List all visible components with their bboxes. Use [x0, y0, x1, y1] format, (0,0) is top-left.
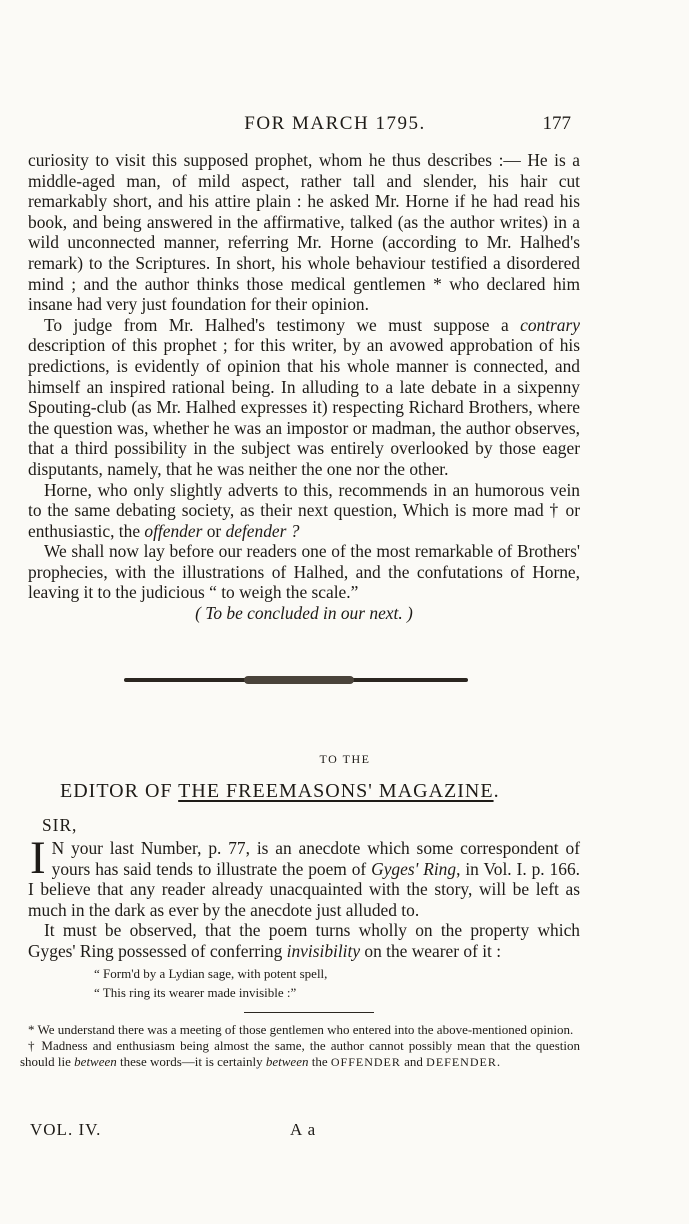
letter-paragraph-1 — [28, 832, 580, 920]
text-run: or — [202, 520, 226, 541]
paragraph-horne — [28, 480, 580, 542]
footnote-1: * We understand there was a meeting of those gentlemen who entered into the above-mentioned opinion. — [28, 1022, 574, 1037]
signature-mark: A a — [290, 1120, 317, 1139]
running-title: FOR MARCH 1795. — [244, 113, 426, 134]
article-continuation — [28, 150, 580, 624]
ornament-flourish — [244, 676, 354, 684]
italic-contrary: contrary — [520, 314, 580, 335]
footnote-rule — [244, 1012, 374, 1013]
verse-quotation — [94, 964, 327, 1002]
letter-body — [28, 832, 580, 962]
letter-heading — [60, 780, 620, 803]
italic-between: between — [265, 1054, 309, 1069]
text-run: To judge from Mr. Halhed's testimony we must suppose a — [44, 314, 521, 335]
page-number: 177 — [542, 113, 571, 134]
italic-between: between — [74, 1054, 117, 1069]
text-run: description of this prophet ; for this writer, by an avowed approbation of his predictions, is evidently of opinion that his whole manner is connected, and himself an inspired rational being. In alluding to a late debate in a sixpenny Spouting-club (as Mr. Halhed expresses it) respecting Richard Brothers, where the question was, whether he was an impostor or madman, the author observes, that a third possibility in the subject was entirely overlooked by those eager disputants, namely, that he was neither the one nor the other. — [28, 335, 580, 479]
italic-invisibility: invisibility — [286, 940, 361, 961]
small-caps-offender: OFFENDER — [330, 1055, 401, 1069]
text-run: , in Vol. I. p. 166. I believe that any reader already unacquainted with the story, will be left as much in the dark as ever by the anecdote just alluded to. — [28, 858, 580, 920]
to-the-label: TO THE — [319, 752, 371, 766]
text-run: . — [496, 1054, 501, 1069]
paragraph-description: curiosity to visit this supposed prophet, whom he thus describes :— He is a middle-aged man, of mild aspect, rather tall and slender, his hair cut remarkably short, and his attire plain : he asked Mr. Horne if he had read his book, and being answered in the affirmative, talked (as the author writes) in a wild unconnected manner, referring Mr. Horne (according to Mr. Halhed's remark) to the Scriptures. In short, his whole behaviour testified a disordered mind ; and the author thinks those medical gentlemen * who declared him insane had very just foundation for their opinion. — [28, 150, 580, 315]
paragraph-halhed-testimony — [28, 315, 580, 480]
running-head — [0, 113, 689, 139]
section-divider-ornament — [124, 678, 468, 682]
letter-paragraph-2 — [28, 920, 580, 961]
page-footer — [30, 1120, 590, 1142]
text-run: N your last Number, p. 77, is an anecdote which some correspondent of yours has said tends to illustrate the poem of — [51, 838, 580, 879]
text-run: on the wearer of it : — [360, 940, 502, 961]
volume-label: VOL. IV. — [30, 1120, 102, 1139]
footnotes — [20, 1022, 580, 1070]
heading-part: EDITOR OF — [60, 780, 179, 802]
text-run: It must be observed, that the poem turns wholly on the property which Gyges' Ring possessed of conferring — [28, 920, 580, 961]
small-caps-defender: DEFENDER — [426, 1055, 497, 1069]
heading-period: . — [493, 780, 500, 802]
paragraph-prophecies: We shall now lay before our readers one of the most remarkable of Brothers' prophecies, with the illustrations of Halhed, and the confutations of Horne, leaving it to the judicious “ to weigh the scale.” — [28, 541, 580, 603]
text-run: these words—it is certainly — [116, 1054, 266, 1069]
heading-magazine-name: THE FREEMASONS' MAGAZINE — [178, 780, 494, 802]
text-run: the — [308, 1054, 331, 1069]
text-run: Horne, who only slightly adverts to this, recommends in an humorous vein to the same debating society, as their next question, Which is more mad † or enthusiastic, the — [28, 479, 580, 541]
footnote-2 — [20, 1038, 580, 1070]
verse-line: “ Form'd by a Lydian sage, with potent spell, — [94, 966, 328, 981]
text-run: and — [400, 1054, 427, 1069]
italic-gyges-ring: Gyges' Ring — [371, 858, 457, 879]
salutation: SIR, — [42, 815, 78, 835]
text-run: † Madness and enthusiasm being almost the same, the author cannot possibly mean that the question should lie — [20, 1038, 580, 1069]
drop-cap: I — [30, 832, 46, 884]
to-be-concluded: ( To be concluded in our next. ) — [195, 603, 413, 624]
italic-defender: defender ? — [225, 520, 300, 541]
verse-line: “ This ring its wearer made invisible :” — [94, 985, 297, 1000]
italic-offender: offender — [144, 520, 203, 541]
